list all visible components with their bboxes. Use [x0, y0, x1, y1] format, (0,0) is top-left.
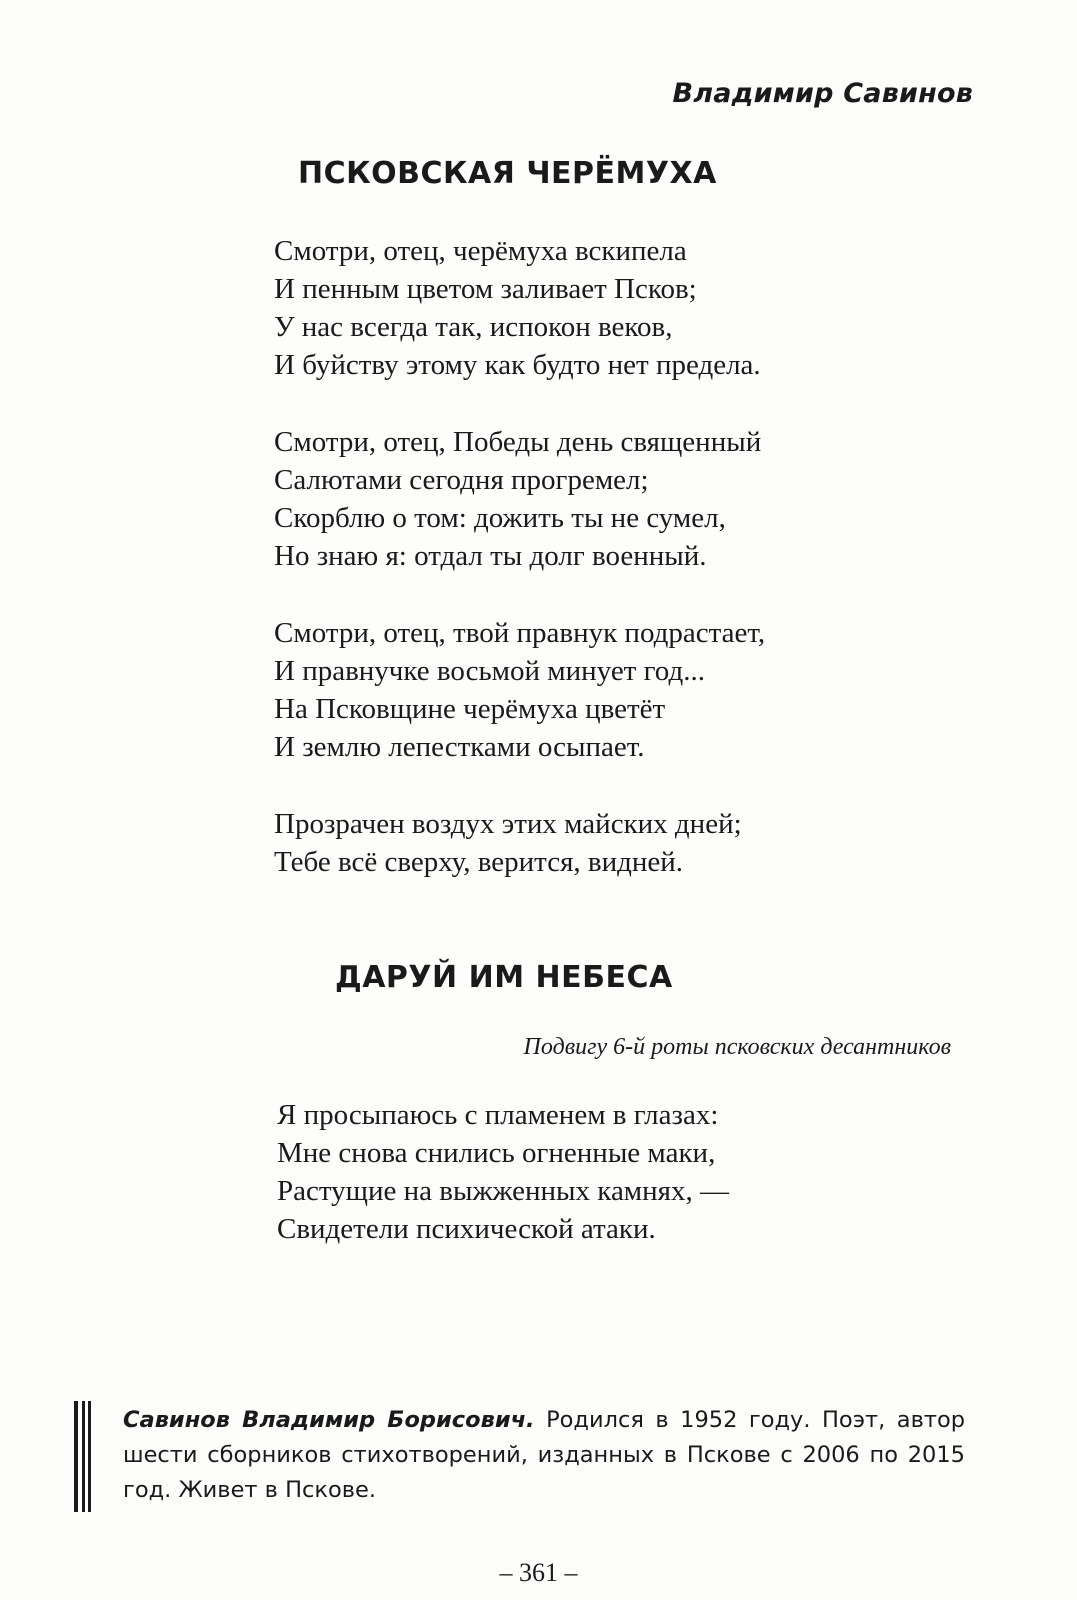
bio-text: Родился в 1952 году. Поэт, автор шести сборников стихотворений, изданных в Пскове с 2006 по 2015 год. Живет в Пскове.: [123, 1407, 966, 1503]
bio-author-name: Савинов Владимир Борисович.: [123, 1407, 535, 1433]
bio-marker-bars: [74, 1401, 92, 1512]
bio-bar: [88, 1401, 91, 1512]
stanza: [274, 232, 761, 384]
verse-line: Растущие на выжженных камнях, —: [277, 1175, 730, 1207]
poem-title: ДАРУЙ ИМ НЕБЕСА: [335, 960, 673, 995]
author-bio: [123, 1403, 965, 1508]
verse-line: Салютами сегодня прогремел;: [274, 464, 649, 496]
stanza: [274, 423, 761, 575]
verse-line: И землю лепестками осыпает.: [274, 731, 645, 763]
poem-epigraph: Подвигу 6-й роты псковских десантников: [523, 1034, 951, 1060]
bio-bar: [74, 1401, 78, 1512]
stanza: [274, 614, 765, 766]
verse-line: Свидетели психической атаки.: [277, 1213, 656, 1245]
verse-line: У нас всегда так, испокон веков,: [274, 311, 673, 343]
verse-line: На Псковщине черёмуха цветёт: [274, 693, 666, 725]
poem-title: ПСКОВСКАЯ ЧЕРЁМУХА: [298, 156, 717, 191]
verse-line: Скорблю о том: дожить ты не сумел,: [274, 502, 726, 534]
running-header-author: Владимир Савинов: [672, 78, 973, 109]
bio-bar: [82, 1401, 85, 1512]
page-number: – 361 –: [499, 1558, 578, 1587]
stanza: [274, 805, 742, 881]
verse-line: Смотри, отец, твой правнук подрастает,: [274, 617, 766, 649]
verse-line: И пенным цветом заливает Псков;: [274, 273, 697, 305]
verse-line: И правнучке восьмой минует год...: [274, 655, 705, 687]
verse-line: И буйству этому как будто нет предела.: [274, 349, 761, 381]
verse-line: Смотри, отец, черёмуха вскипела: [274, 235, 687, 267]
verse-line: Прозрачен воздух этих майских дней;: [274, 808, 742, 840]
verse-line: Тебе всё сверху, верится, видней.: [274, 846, 684, 878]
verse-line: Но знаю я: отдал ты долг военный.: [274, 540, 707, 572]
verse-line: Смотри, отец, Победы день священный: [274, 426, 762, 458]
verse-line: Я просыпаюсь с пламенем в глазах:: [277, 1099, 719, 1131]
verse-line: Мне снова снились огненные маки,: [277, 1137, 716, 1169]
stanza: [277, 1096, 729, 1248]
